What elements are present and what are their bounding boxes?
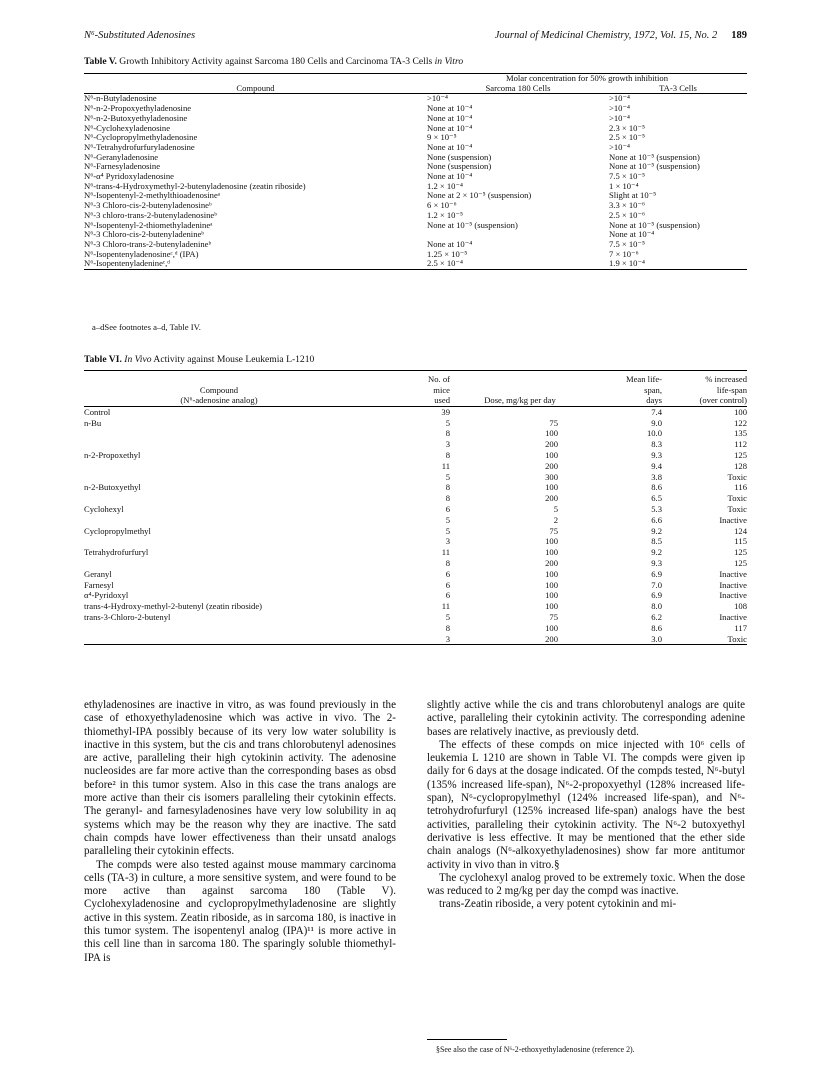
- table6-cell-increase: 112: [734, 439, 747, 450]
- table6-row: [84, 450, 747, 461]
- table6-cell-dose: 100: [545, 428, 558, 439]
- table6-cell-increase: 125: [734, 557, 747, 568]
- table6-cell-compound: Cyclopropylmethyl: [84, 525, 151, 536]
- table6-cell-increase: 115: [734, 536, 747, 547]
- table5-cell-compound: N⁶-n-2-Butoxyethyladenosine: [84, 112, 188, 123]
- table6-cell-compound: Tetrahydrofurfuryl: [84, 547, 149, 558]
- table6-cell-compound: α⁴-Pyridoxyl: [84, 590, 129, 601]
- table6-cell-compound: [84, 472, 354, 483]
- table5-cell-ta3: >10⁻⁴: [609, 103, 630, 114]
- table6-cell-increase: 100: [734, 406, 747, 417]
- table6-cell-compound: [84, 428, 354, 439]
- table6-cell-mice: 6: [445, 568, 450, 579]
- table5-cell-sarcoma: 2.5 × 10⁻⁴: [427, 258, 464, 269]
- table6-cell-dose: 300: [545, 471, 558, 482]
- table6-cell-lifespan: 9.2: [651, 547, 662, 558]
- table6-cell-mice: 11: [441, 547, 450, 558]
- right-paragraph-3: The cyclohexyl analog proved to be extremely toxic. When the dose was reduced to 2 mg/kg per day the compd was inactive.: [427, 871, 745, 898]
- table6-cell-mice: 5: [445, 525, 450, 536]
- table6-cell-increase: 125: [734, 449, 747, 460]
- table6-cell-compound: trans-3-Chloro-2-butenyl: [84, 611, 171, 622]
- table5-cell-sarcoma: None at 10⁻⁴: [427, 141, 473, 152]
- table6-caption-italic: In Vivo: [124, 354, 152, 365]
- table6-row: [84, 558, 747, 569]
- table5-cell-sarcoma: 6 × 10⁻⁶: [427, 200, 457, 211]
- table6-cell-dose: 200: [545, 557, 558, 568]
- running-header: [84, 30, 747, 44]
- table5-group-header: Molar concentration for 50% growth inhibition: [505, 73, 669, 83]
- left-column: [84, 699, 396, 965]
- table5-footnote: a–dSee footnotes a–d, Table IV.: [92, 322, 201, 332]
- table5-cell-compound: N⁶-Tetrahydrofurfuryladenosine: [84, 141, 195, 152]
- table6-cell-dose: 100: [545, 449, 558, 460]
- table6-cell-increase: Inactive: [719, 579, 747, 590]
- table6-cell-compound: [84, 536, 354, 547]
- table6-cell-mice: 5: [445, 471, 450, 482]
- table5-cell-ta3: 1 × 10⁻⁴: [609, 180, 639, 191]
- table5-row: [84, 162, 747, 172]
- table5-cell-ta3: 7 × 10⁻⁶: [609, 248, 639, 259]
- table6-cell-lifespan: 10.0: [646, 428, 662, 439]
- left-paragraph-2: The compds were also tested against mouse mammary carcinoma cells (TA-3) in culture, a more sensitive system, and were found to be more active than against sarcoma 180 (Table V). Cyclohexyladenosine and cyclopropylmethyladenosine are slightly active in this system. Zeatin riboside, as in sarcoma 180, is inactive in this tumor system. The isopentenyl analog (IPA)¹¹ is more active in this cell line than in sarcoma 180. The sparingly soluble thiomethyl-IPA is: [84, 858, 396, 964]
- table5-cell-sarcoma: 1.25 × 10⁻⁵: [427, 248, 468, 259]
- page-number: 189: [731, 30, 747, 41]
- table6-caption-text: Activity against Mouse Leukemia L-1210: [151, 354, 315, 365]
- right-column: [427, 699, 745, 912]
- table5-cell-ta3: None at 10⁻⁵ (suspension): [609, 161, 700, 172]
- table6-cell-increase: Inactive: [719, 568, 747, 579]
- table6-cell-lifespan: 9.2: [651, 525, 662, 536]
- table6-cell-compound: [84, 634, 354, 645]
- table5-cell-ta3: >10⁻⁴: [609, 112, 630, 123]
- table6-row: [84, 536, 747, 547]
- table5-row: [84, 250, 747, 260]
- table6-cell-increase: 116: [734, 482, 747, 493]
- table5-cell-sarcoma: None at 10⁻⁵ (suspension): [427, 219, 518, 230]
- table6-cell-mice: 8: [445, 482, 450, 493]
- table6-row: [84, 515, 747, 526]
- table5-cell-ta3: None at 10⁻⁵ (suspension): [609, 151, 700, 162]
- table6-cell-increase: 128: [734, 460, 747, 471]
- table6-cell-increase: Toxic: [727, 471, 747, 482]
- table5-cell-sarcoma: >10⁻⁴: [427, 93, 448, 104]
- table6-cell-mice: 3: [445, 633, 450, 644]
- table6-body: [84, 406, 747, 645]
- right-paragraph-1: slightly active while the cis and trans chlorobutenyl analogs are quite active, paralleling their cytokinin activity. The corresponding adenine bases are relatively inactive, as previously detd.: [427, 699, 745, 738]
- table6-row: [84, 634, 747, 645]
- table5-cell-ta3: 2.5 × 10⁻⁵: [609, 132, 646, 143]
- table6-cell-compound: Farnesyl: [84, 579, 114, 590]
- table6-cell-compound: n-2-Butoxyethyl: [84, 482, 141, 493]
- table6-cell-mice: 5: [445, 514, 450, 525]
- table6-cell-lifespan: 8.3: [651, 439, 662, 450]
- table5-cell-sarcoma: 1.2 × 10⁻⁴: [427, 180, 464, 191]
- table6-cell-compound: [84, 515, 354, 526]
- table6-row: [84, 526, 747, 537]
- table5-cell-sarcoma: None at 10⁻⁴: [427, 122, 473, 133]
- table6-cell-increase: 122: [734, 417, 747, 428]
- table6-cell-increase: Toxic: [727, 493, 747, 504]
- table6-cell-mice: 39: [441, 406, 450, 417]
- table5-cell-compound: N⁶-Cyclohexyladenosine: [84, 122, 171, 133]
- table6-col-mice-line2: mice: [433, 384, 450, 395]
- table5-col-compound: Compound: [236, 82, 275, 93]
- table5-col-ta3: TA-3 Cells: [659, 82, 697, 93]
- table6-cell-mice: 11: [441, 601, 450, 612]
- table6-cell-mice: 3: [445, 536, 450, 547]
- table6-cell-increase: Inactive: [719, 514, 747, 525]
- table5-cell-sarcoma: None at 10⁻⁴: [427, 112, 473, 123]
- table6-row: [84, 569, 747, 580]
- table6-cell-lifespan: 6.5: [651, 493, 662, 504]
- table5-cell-sarcoma: None at 2 × 10⁻⁵ (suspension): [427, 190, 532, 201]
- table6-col-increase-line2: life-span: [716, 384, 747, 395]
- table5-cell-ta3: Slight at 10⁻⁵: [609, 190, 657, 201]
- table6-row: [84, 547, 747, 558]
- table6-cell-lifespan: 8.6: [651, 622, 662, 633]
- table5-cell-ta3: 3.3 × 10⁻⁶: [609, 200, 646, 211]
- table5-row: [84, 259, 747, 269]
- table5-label: Table V.: [84, 56, 117, 67]
- table6-cell-mice: 8: [445, 449, 450, 460]
- table6-row: [84, 612, 747, 623]
- table6-row: [84, 590, 747, 601]
- table6-col-mice: [354, 371, 450, 407]
- table6-cell-lifespan: 6.6: [651, 514, 662, 525]
- table5-cell-compound: N⁶-α⁴ Pyridoxyladenosine: [84, 171, 174, 182]
- right-paragraph-4: trans-Zeatin riboside, a very potent cytokinin and mi-: [439, 898, 677, 911]
- table6-cell-lifespan: 9.4: [651, 460, 662, 471]
- table6-cell-compound: n-2-Propoxethyl: [84, 449, 141, 460]
- table6-cell-dose: 200: [545, 493, 558, 504]
- table6-cell-mice: 5: [445, 611, 450, 622]
- table5-cell-compound: N⁶-Isopentenyladenosineᶜ,ᵈ (IPA): [84, 248, 199, 259]
- table6-cell-dose: 200: [545, 439, 558, 450]
- table6-cell-lifespan: 8.6: [651, 482, 662, 493]
- table6-cell-lifespan: 6.9: [651, 568, 662, 579]
- table6-cell-lifespan: 8.5: [651, 536, 662, 547]
- table6-col-lifespan-line2: span,: [644, 384, 662, 395]
- table6-col-mice-line3: used: [434, 395, 450, 406]
- table6-cell-increase: 117: [734, 622, 747, 633]
- table6-cell-increase: Inactive: [719, 611, 747, 622]
- table6-cell-mice: 11: [441, 460, 450, 471]
- table6-cell-lifespan: 8.0: [651, 601, 662, 612]
- table6-cell-dose: [450, 406, 590, 417]
- table6-row: [84, 472, 747, 483]
- table6-col-dose: Dose, mg/kg per day: [484, 395, 556, 406]
- table5-body: [84, 94, 747, 270]
- table5-cell-ta3: >10⁻⁴: [609, 93, 630, 104]
- table6-cell-compound: [84, 558, 354, 569]
- table6-cell-increase: 135: [734, 428, 747, 439]
- table5-cell-ta3: 2.3 × 10⁻⁵: [609, 122, 646, 133]
- table6-row: [84, 406, 747, 417]
- table6-cell-dose: 100: [545, 622, 558, 633]
- table6-cell-lifespan: 5.3: [651, 503, 662, 514]
- table6-cell-increase: Toxic: [727, 633, 747, 644]
- table6-label: Table VI.: [84, 354, 122, 365]
- table6-cell-increase: 124: [734, 525, 747, 536]
- table5-cell-ta3: None at 10⁻⁵ (suspension): [609, 219, 700, 230]
- table6-cell-increase: 108: [734, 601, 747, 612]
- table6-cell-lifespan: 9.0: [651, 417, 662, 428]
- table5-caption-italic: in Vitro: [434, 56, 464, 67]
- table6-cell-increase: 125: [734, 547, 747, 558]
- table5-cell-ta3: 7.5 × 10⁻⁵: [609, 171, 646, 182]
- table6-row: [84, 623, 747, 634]
- table5-cell-ta3: 1.9 × 10⁻⁴: [609, 258, 646, 269]
- table6-cell-dose: 100: [545, 590, 558, 601]
- table6-cell-compound: [84, 623, 354, 634]
- table6-cell-dose: 200: [545, 633, 558, 644]
- table6-cell-lifespan: 6.9: [651, 590, 662, 601]
- footnote-divider: [427, 1039, 507, 1040]
- table6-cell-dose: 75: [549, 525, 558, 536]
- table5-cell-sarcoma: None at 10⁻⁴: [427, 103, 473, 114]
- table6-row: [84, 418, 747, 429]
- header-right: [495, 30, 747, 41]
- table5-cell-sarcoma: None at 10⁻⁴: [427, 171, 473, 182]
- table6-cell-compound: Control: [84, 406, 111, 417]
- table6-cell-increase: Inactive: [719, 590, 747, 601]
- left-paragraph-1: ethyladenosines are inactive in vitro, as was found previously in the case of ethoxyethyladenosine which was active in vivo. The 2-thiomethyl-IPA possibly because of its very low water solubility is inactive in this system, but the cis and trans chlorobutenyl adenosines are active, paralleling their high cytokinin activity. The adenosine nucleosides are far more active than the corresponding bases as obsd before² in this tumor system. Also in this case the trans analogs are more active than their cis isomers paralleling their cytokinin effects. The geranyl- and farnesyladenosines have very low solubility in aq systems which may be the reason why they are inactive. The satd chain compds have lower effectiveness than their unsatd analogs paralleling their cytokinin effects.: [84, 699, 396, 858]
- table6-cell-dose: 100: [545, 547, 558, 558]
- table6-cell-dose: 100: [545, 601, 558, 612]
- table6-cell-lifespan: 6.2: [651, 611, 662, 622]
- table6-cell-lifespan: 7.0: [651, 579, 662, 590]
- table5-cell-compound: N⁶-3 Chloro-trans-2-butenyladenineᵇ: [84, 238, 212, 249]
- table6-col-increase-line3: (over control): [699, 395, 747, 406]
- table6-col-compound-line1: Compound: [199, 384, 239, 395]
- table6-cell-lifespan: 3.0: [651, 633, 662, 644]
- table5: [84, 73, 747, 270]
- table6-cell-dose: 2: [553, 514, 558, 525]
- table6-cell-dose: 100: [545, 579, 558, 590]
- table5-cell-compound: N⁶-n-Butyladenosine: [84, 93, 157, 104]
- table5-cell-sarcoma: 1.2 × 10⁻⁵: [427, 209, 464, 220]
- table6-cell-dose: 100: [545, 568, 558, 579]
- table6-row: [84, 461, 747, 472]
- table6-col-increase: [662, 371, 747, 407]
- table6-cell-lifespan: 9.3: [651, 557, 662, 568]
- table6-row: [84, 493, 747, 504]
- table5-cell-compound: N⁶-Isopentenyl-2-thiomethyladenineᵃ: [84, 219, 213, 230]
- table5-cell-compound: N⁶-Geranyladenosine: [84, 151, 159, 162]
- table6-row: [84, 580, 747, 591]
- table5-col-sarcoma: Sarcoma 180 Cells: [485, 82, 551, 93]
- table6-cell-mice: 8: [445, 557, 450, 568]
- table6-cell-lifespan: 9.3: [651, 449, 662, 460]
- table5-cell-compound: N⁶-3 Chloro-cis-2-butenyladenineᵇ: [84, 229, 204, 240]
- table6-cell-dose: 75: [549, 611, 558, 622]
- journal-citation: Journal of Medicinal Chemistry, 1972, Vol. 15, No. 2: [494, 30, 718, 41]
- table5-cell-compound: N⁶-trans-4-Hydroxymethyl-2-butenyladenosine (zeatin riboside): [84, 180, 306, 191]
- table6-cell-lifespan: 7.4: [651, 406, 662, 417]
- table6-cell-compound: [84, 439, 354, 450]
- table6-cell-compound: trans-4-Hydroxy-methyl-2-butenyl (zeatin riboside): [84, 601, 263, 612]
- table5-cell-sarcoma: None at 10⁻⁴: [427, 238, 473, 249]
- table5-cell-compound: N⁶-Cyclopropylmethyladenosine: [84, 132, 198, 143]
- table6-cell-dose: 5: [553, 503, 558, 514]
- table6-cell-mice: 5: [445, 417, 450, 428]
- table5-cell-compound: N⁶-3 Chloro-cis-2-butenyladenosineᵇ: [84, 200, 212, 211]
- table6-cell-compound: n-Bu: [84, 417, 102, 428]
- table5-caption-text: Growth Inhibitory Activity against Sarcoma 180 Cells and Carcinoma TA-3 Cells: [116, 56, 435, 67]
- table6-cell-mice: 3: [445, 439, 450, 450]
- table6-cell-dose: 75: [549, 417, 558, 428]
- table6-cell-mice: 8: [445, 622, 450, 633]
- table6-cell-compound: Cyclohexyl: [84, 503, 124, 514]
- table6-cell-mice: 6: [445, 503, 450, 514]
- table5-cell-compound: N⁶-n-2-Propoxyethyladenosine: [84, 103, 192, 114]
- table6: [84, 370, 747, 645]
- table6-cell-mice: 8: [445, 428, 450, 439]
- right-paragraph-2: The effects of these compds on mice injected with 10⁶ cells of leukemia L 1210 are shown in Table VI. The compds were given ip daily for 6 days at the dosage indicated. Of the compds tested, N⁶-butyl (135% increased life-span), N⁶-2-propoxyethyl (128% increased life-span), N⁶-cyclopropylmethyl (124% increased life-span), and N⁶-tetrohydrofurfuryl (125% increased life-span) analogs have the best activities, paralleling their cytokinin activity. The N⁶-2 butoxyethyl derivative is less effective. It may be mentioned that the ether side chain analogs (N⁶-alkoxyethyladenosines) show far more antitumor activity in vivo than in vitro.§: [427, 738, 745, 871]
- table6-row: [84, 439, 747, 450]
- table6-col-lifespan-line3: days: [646, 395, 662, 406]
- table6-col-compound-line2: (N⁶-adenosine analog): [180, 395, 258, 406]
- table6-col-mice-line1: No. of: [428, 374, 450, 384]
- table6-cell-lifespan: 3.8: [651, 471, 662, 482]
- table6-cell-increase: Toxic: [727, 503, 747, 514]
- table5-caption: [84, 56, 463, 67]
- table5-cell-ta3: 7.5 × 10⁻⁵: [609, 238, 646, 249]
- table5-cell-compound: N⁶-Isopentenyl-2-methylthioadenosineᵃ: [84, 190, 221, 201]
- table5-cell-ta3: >10⁻⁴: [609, 141, 630, 152]
- table6-cell-compound: Geranyl: [84, 568, 112, 579]
- table6-col-compound: [84, 371, 354, 407]
- table6-row: [84, 601, 747, 612]
- table5-cell-ta3: None at 10⁻⁴: [609, 229, 655, 240]
- table5-row: [84, 114, 747, 124]
- table6-col-increase-line1: % increased: [705, 374, 747, 384]
- table6-cell-dose: 100: [545, 482, 558, 493]
- table6-row: [84, 504, 747, 515]
- table5-cell-ta3: 2.5 × 10⁻⁶: [609, 209, 646, 220]
- table5-cell-compound: N⁶-Farnesyladenosine: [84, 161, 161, 172]
- table5-cell-sarcoma: None (suspension): [427, 161, 492, 172]
- table6-cell-compound: [84, 461, 354, 472]
- table5-cell-sarcoma: 9 × 10⁻⁵: [427, 132, 457, 143]
- table6-cell-mice: 6: [445, 590, 450, 601]
- table6-cell-dose: 200: [545, 460, 558, 471]
- table6-cell-mice: 6: [445, 579, 450, 590]
- table6-cell-compound: [84, 493, 354, 504]
- table5-cell-compound: N⁶-Isopentenyladenineᶜ,ᵈ: [84, 258, 170, 269]
- header-left: N⁶-Substituted Adenosines: [84, 30, 196, 41]
- table6-caption: [84, 354, 314, 365]
- table6-cell-mice: 8: [445, 493, 450, 504]
- table6-col-lifespan-line1: Mean life-: [625, 374, 662, 384]
- table6-cell-dose: 100: [545, 536, 558, 547]
- table6-row: [84, 482, 747, 493]
- table6-row: [84, 428, 747, 439]
- table5-cell-compound: N⁶-3 chloro-trans-2-butenyladenosineᵇ: [84, 209, 217, 220]
- table6-col-lifespan: [590, 371, 662, 407]
- table5-cell-sarcoma: None (suspension): [427, 151, 492, 162]
- page-footnote: §See also the case of N⁶-2-ethoxyethyladenosine (reference 2).: [436, 1045, 635, 1054]
